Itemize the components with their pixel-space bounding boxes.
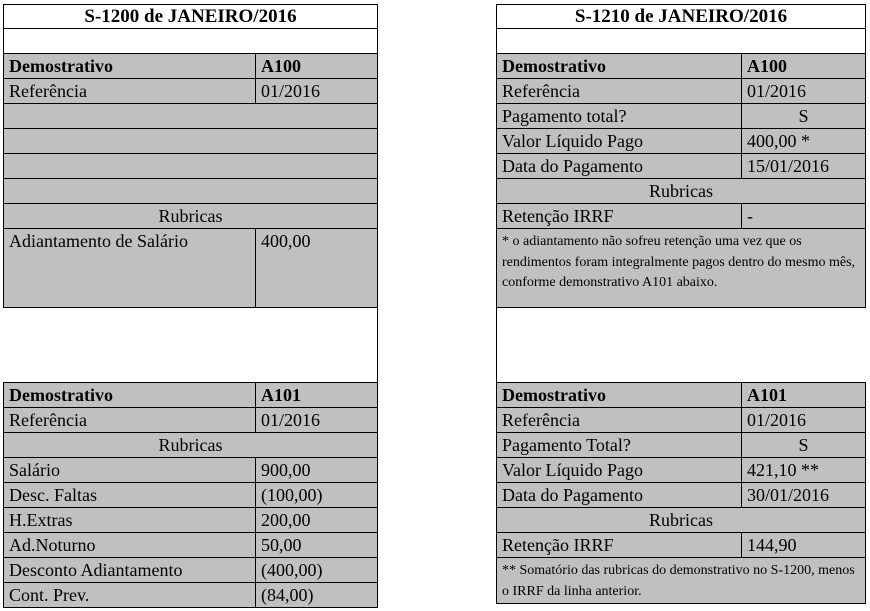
left-a100-empty-row bbox=[3, 128, 378, 154]
left-a100-rubricas: Rubricas bbox=[3, 203, 378, 229]
left-a100-referencia-label: Referência bbox=[3, 78, 256, 104]
right-a101-valor-value: 421,10 ** bbox=[741, 457, 866, 483]
right-a101-referencia-value: 01/2016 bbox=[741, 407, 866, 433]
left-a101-row-label: Desc. Faltas bbox=[3, 482, 256, 508]
right-a101-header-label: Demostrativo bbox=[496, 382, 742, 408]
left-a101-row-label: Cont. Prev. bbox=[3, 582, 256, 608]
right-spacer bbox=[496, 28, 866, 54]
right-a100-data-label: Data do Pagamento bbox=[496, 153, 742, 179]
right-a100-valor-label: Valor Líquido Pago bbox=[496, 128, 742, 154]
left-a101-row-label: Salário bbox=[3, 457, 256, 483]
left-a101-row-value: 50,00 bbox=[255, 532, 378, 558]
left-a100-empty-row bbox=[3, 153, 378, 179]
right-a101-data-value: 30/01/2016 bbox=[741, 482, 866, 508]
left-spacer bbox=[3, 28, 378, 54]
right-a100-referencia-value: 01/2016 bbox=[741, 78, 866, 104]
left-a101-referencia-label: Referência bbox=[3, 407, 256, 433]
left-a100-empty-row bbox=[3, 178, 378, 204]
right-a101-pagamento-value: S bbox=[741, 432, 866, 458]
right-a101-rubricas: Rubricas bbox=[496, 507, 866, 533]
right-title: S-1210 de JANEIRO/2016 bbox=[496, 4, 866, 29]
right-a101-referencia-label: Referência bbox=[496, 407, 742, 433]
left-a101-row-value: 200,00 bbox=[255, 507, 378, 533]
left-title: S-1200 de JANEIRO/2016 bbox=[3, 4, 378, 29]
right-a100-data-value: 15/01/2016 bbox=[741, 153, 866, 179]
right-divider-line bbox=[496, 307, 497, 382]
left-a100-header-label: Demostrativo bbox=[3, 53, 256, 79]
right-a100-header-value: A100 bbox=[741, 53, 866, 79]
left-divider-line bbox=[377, 307, 378, 382]
left-a100-row-value: 400,00 bbox=[255, 228, 378, 308]
right-a101-header-value: A101 bbox=[741, 382, 866, 408]
right-a101-valor-label: Valor Líquido Pago bbox=[496, 457, 742, 483]
left-a101-referencia-value: 01/2016 bbox=[255, 407, 378, 433]
left-a101-row-value: (100,00) bbox=[255, 482, 378, 508]
right-a100-referencia-label: Referência bbox=[496, 78, 742, 104]
right-a100-rubricas: Rubricas bbox=[496, 178, 866, 204]
right-a100-note: * o adiantamento não sofreu retenção uma vez que os rendimentos foram integralmente pagos dentro do mesmo mês, conforme demonstrativo A101 abaixo. bbox=[496, 228, 866, 308]
left-a100-row-label: Adiantamento de Salário bbox=[3, 228, 256, 308]
left-a101-header-value: A101 bbox=[255, 382, 378, 408]
left-a101-header-label: Demostrativo bbox=[3, 382, 256, 408]
right-a100-irrf-value: - bbox=[741, 203, 866, 229]
left-a100-empty-row bbox=[3, 103, 378, 129]
right-a100-pagamento-label: Pagamento total? bbox=[496, 103, 742, 129]
right-a100-header-label: Demostrativo bbox=[496, 53, 742, 79]
left-a101-row-label: H.Extras bbox=[3, 507, 256, 533]
left-a101-rubricas: Rubricas bbox=[3, 432, 378, 458]
left-a101-row-value: 900,00 bbox=[255, 457, 378, 483]
left-a100-header-value: A100 bbox=[255, 53, 378, 79]
left-a101-row-value: (400,00) bbox=[255, 557, 378, 583]
right-a101-data-label: Data do Pagamento bbox=[496, 482, 742, 508]
right-a100-valor-value: 400,00 * bbox=[741, 128, 866, 154]
right-a100-irrf-label: Retenção IRRF bbox=[496, 203, 742, 229]
right-a101-irrf-label: Retenção IRRF bbox=[496, 532, 742, 558]
left-a101-row-label: Desconto Adiantamento bbox=[3, 557, 256, 583]
right-a100-pagamento-value: S bbox=[741, 103, 866, 129]
left-a101-row-label: Ad.Noturno bbox=[3, 532, 256, 558]
left-a100-referencia-value: 01/2016 bbox=[255, 78, 378, 104]
left-a101-row-value: (84,00) bbox=[255, 582, 378, 608]
right-a101-note: ** Somatório das rubricas do demonstrativo no S-1200, menos o IRRF da linha anterior. bbox=[496, 557, 866, 604]
right-a101-pagamento-label: Pagamento Total? bbox=[496, 432, 742, 458]
right-a101-irrf-value: 144,90 bbox=[741, 532, 866, 558]
